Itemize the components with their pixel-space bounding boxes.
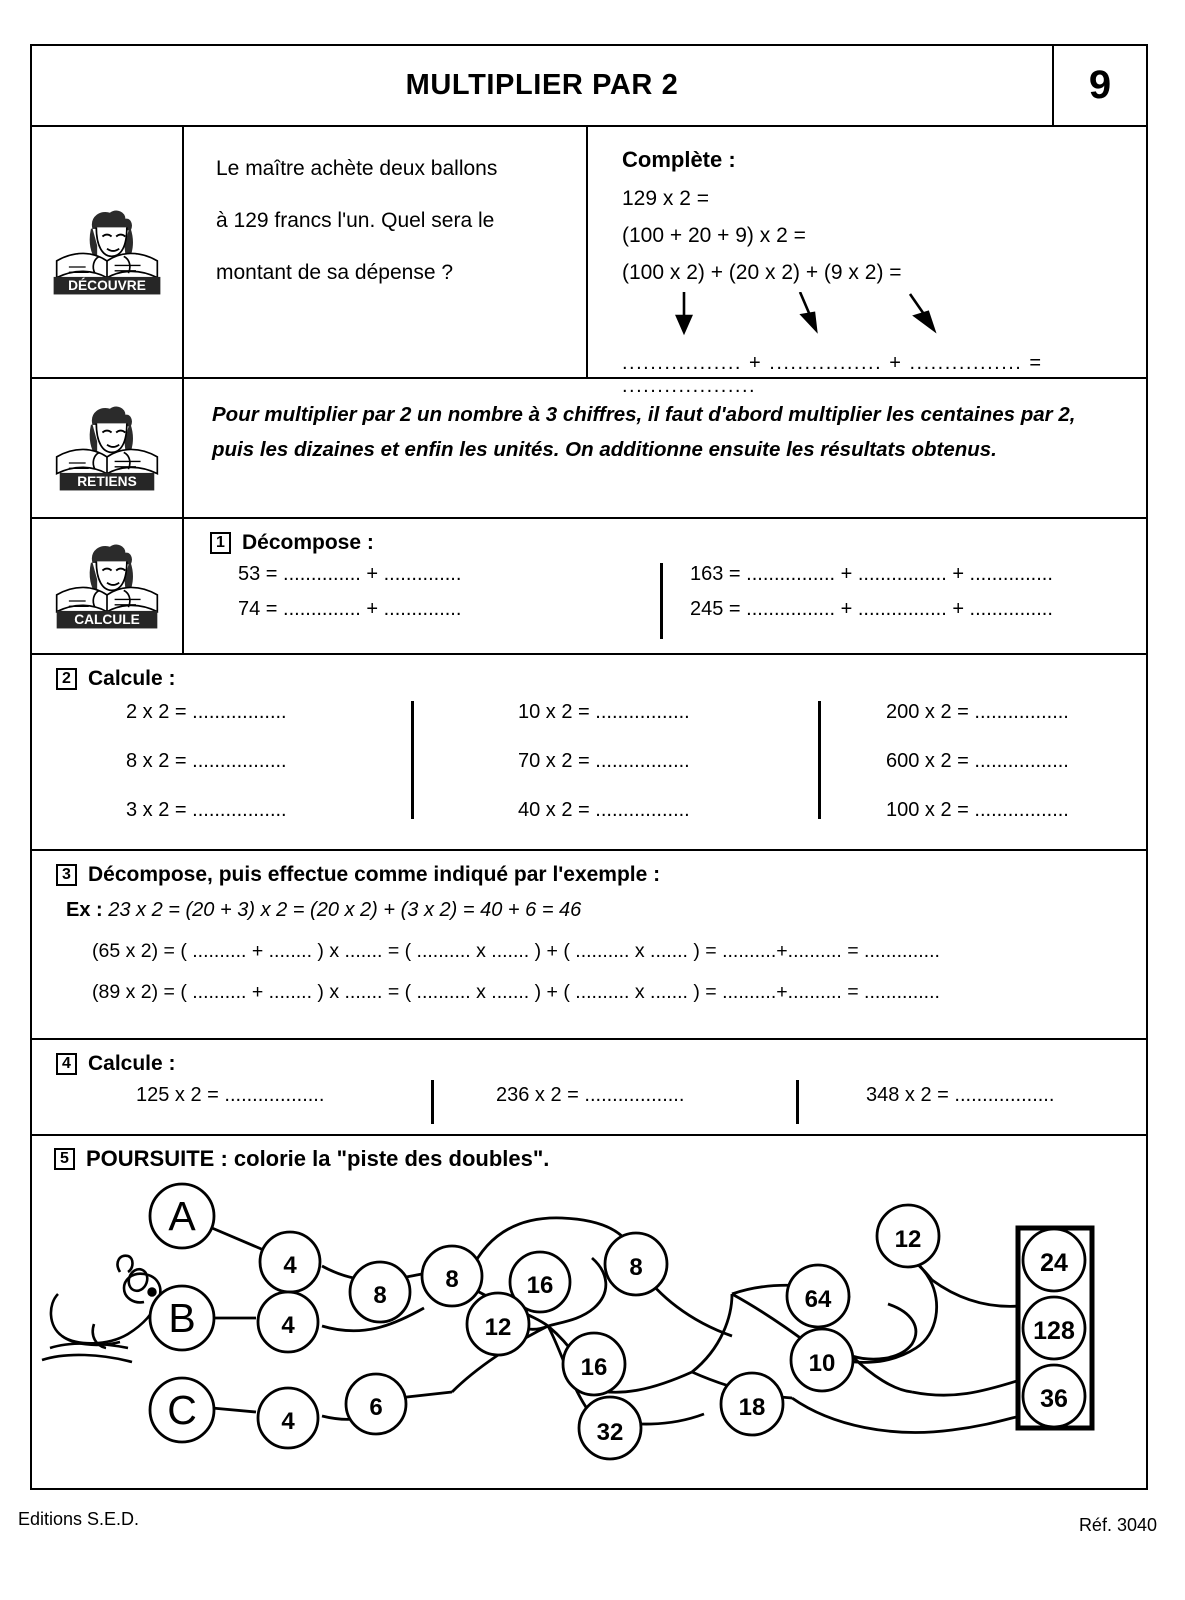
path-node-label: 16: [526, 1272, 554, 1299]
complete-line-1: 129 x 2 =: [622, 187, 709, 210]
path-node-label: 12: [894, 1226, 922, 1253]
three-arrows-icon: [622, 292, 1042, 338]
path-node-label: 18: [738, 1394, 766, 1421]
section-exercise-4: [32, 1038, 1146, 1134]
footer-reference: Réf. 3040: [1078, 1515, 1157, 1535]
footer-publisher: Editions S.E.D.: [18, 1509, 140, 1529]
column-divider: [660, 563, 663, 639]
exercise-4-column-1: [136, 1084, 324, 1133]
exercise-1-body: [182, 519, 1146, 653]
decouvre-banner-label: DÉCOUVRE: [68, 278, 146, 294]
exercise-2-row[interactable]: 200 x 2 = .................: [886, 701, 1069, 723]
exercise-1-right-column: [690, 563, 1140, 633]
exercise-1-header: [210, 531, 1146, 555]
path-node-label: 8: [373, 1282, 387, 1309]
maze-start-nodes: [150, 1184, 214, 1442]
exercise-4-header: [56, 1052, 1146, 1076]
path-node-label: 4: [281, 1312, 295, 1339]
exercise-3-row[interactable]: (65 x 2) = ( .......... + ........ ) x ....... = ( .......... x ....... ) + ( .......... x ....... ) = ..........+.......... = ..............: [92, 940, 940, 962]
exercise-3-title: Décompose, puis effectue comme indiqué par l'exemple :: [88, 863, 661, 886]
reading-person-icon: [46, 402, 168, 494]
section-exercise-2: [32, 653, 1146, 849]
exercise-5-title: POURSUITE : colorie la "piste des doubles".: [86, 1146, 550, 1171]
section-exercise-5: [32, 1134, 1146, 1490]
exercise-1-left-column: [238, 563, 568, 633]
calcule-banner-label: CALCULE: [74, 612, 140, 628]
problem-line-2: à 129 francs l'un. Quel sera le: [216, 209, 495, 233]
complete-line-3: (100 x 2) + (20 x 2) + (9 x 2) =: [622, 261, 902, 284]
path-node-label: 4: [283, 1252, 297, 1279]
column-divider: [818, 701, 821, 819]
exercise-4-column-2: [496, 1084, 684, 1133]
path-node-label: 64: [804, 1286, 832, 1313]
problem-line-1: Le maître achète deux ballons: [216, 157, 498, 180]
exercise-4-row[interactable]: 125 x 2 = ..................: [136, 1084, 325, 1106]
exercise-number-badge: 4: [56, 1053, 77, 1075]
column-divider: [411, 701, 414, 819]
complete-panel: [592, 127, 1146, 397]
retiens-icon-cell: [32, 379, 184, 517]
exercise-1-row[interactable]: 163 = ................ + ................ + ...............: [690, 563, 1053, 585]
section-exercise-3: [32, 849, 1146, 1038]
retiens-banner-label: RETIENS: [77, 474, 137, 490]
reading-person-icon: [46, 206, 168, 298]
section-exercise-1: [32, 517, 1146, 653]
path-node-label: 4: [281, 1408, 295, 1435]
exercise-1-title: Décompose :: [242, 531, 374, 554]
exercise-3-row[interactable]: (89 x 2) = ( .......... + ........ ) x ....... = ( .......... x ....... ) + ( .......... x ....... ) = ..........+.......... = ..............: [92, 981, 940, 1003]
page-title: MULTIPLIER PAR 2: [405, 69, 679, 101]
section-decouvre: [32, 125, 1146, 397]
problem-line-3: montant de sa dépense ?: [216, 261, 454, 285]
exercise-4-columns: [56, 1084, 1146, 1128]
exercise-2-row[interactable]: 8 x 2 = .................: [126, 750, 287, 772]
exercise-4-title: Calcule :: [88, 1052, 176, 1075]
complete-title: Complète :: [622, 147, 736, 172]
exercise-2-row[interactable]: 600 x 2 = .................: [886, 750, 1069, 772]
decouvre-problem: [182, 127, 588, 377]
goal-node-label: 24: [1040, 1249, 1068, 1277]
start-node-label: A: [168, 1193, 196, 1239]
exercise-number-badge: 3: [56, 864, 77, 886]
exercise-2-title: Calcule :: [88, 667, 176, 690]
doubles-path-maze[interactable]: [32, 1176, 1146, 1486]
path-node-label: 8: [445, 1266, 459, 1293]
section-retiens: [32, 377, 1146, 517]
exercise-2-header: [56, 667, 1146, 691]
maze-goal-box: [1018, 1228, 1092, 1428]
path-node-label: 12: [484, 1314, 512, 1341]
path-node-label: 10: [808, 1350, 836, 1377]
complete-answer-line[interactable]: ................. + ................ + ................ = ...................: [622, 352, 1043, 397]
complete-line-2: (100 + 20 + 9) x 2 =: [622, 224, 806, 247]
exercise-2-row[interactable]: 100 x 2 = .................: [886, 799, 1069, 821]
exercise-2-row[interactable]: 3 x 2 = .................: [126, 799, 287, 821]
exercise-1-row[interactable]: 74 = .............. + ..............: [238, 598, 462, 620]
exercise-3-header: [56, 863, 1146, 887]
path-node-label: 8: [629, 1254, 643, 1281]
decouvre-icon-cell: [32, 127, 184, 377]
exercise-number-badge: 1: [210, 532, 231, 554]
page-number: 9: [1052, 46, 1146, 125]
exercise-2-column-2: [518, 701, 690, 848]
exercise-2-columns: [56, 701, 1146, 841]
exercise-2-column-1: [126, 701, 287, 848]
column-divider: [796, 1080, 799, 1124]
exercise-2-row[interactable]: 40 x 2 = .................: [518, 799, 690, 821]
path-node-label: 32: [596, 1419, 624, 1446]
decomposition-arrows: [622, 298, 1134, 338]
exercise-2-row[interactable]: 2 x 2 = .................: [126, 701, 287, 723]
exercise-4-row[interactable]: 348 x 2 = ..................: [866, 1084, 1055, 1106]
retiens-body: [182, 379, 1146, 517]
reading-person-icon: [46, 540, 168, 632]
exercise-number-badge: 5: [54, 1148, 75, 1170]
start-node-label: B: [168, 1295, 196, 1341]
column-divider: [431, 1080, 434, 1124]
exercise-1-row[interactable]: 245 = ................ + ................ + ...............: [690, 598, 1053, 620]
exercise-4-row[interactable]: 236 x 2 = ..................: [496, 1084, 685, 1106]
example-text: 23 x 2 = (20 + 3) x 2 = (20 x 2) + (3 x 2) = 40 + 6 = 46: [108, 899, 582, 921]
exercise-1-row[interactable]: 53 = .............. + ..............: [238, 563, 462, 585]
path-node-label: 16: [580, 1354, 608, 1381]
exercise-2-row[interactable]: 10 x 2 = .................: [518, 701, 690, 723]
worksheet-header: [32, 46, 1146, 125]
retiens-text: Pour multiplier par 2 un nombre à 3 chiffres, il faut d'abord multiplier les centaines par 2, puis les dizaines et enfin les unités. On additionne ensuite les résultats obtenus.: [212, 403, 1076, 462]
start-node-label: C: [167, 1387, 197, 1433]
exercise-5-header: [54, 1146, 1146, 1172]
exercise-4-column-3: [866, 1084, 1054, 1133]
example-label: Ex :: [66, 899, 103, 921]
exercise-2-column-3: [886, 701, 1069, 848]
path-node-label: 6: [369, 1394, 383, 1421]
exercise-number-badge: 2: [56, 668, 77, 690]
exercise-2-row[interactable]: 70 x 2 = .................: [518, 750, 690, 772]
goal-node-label: 36: [1040, 1385, 1068, 1413]
exercise-3-example: [66, 899, 1146, 922]
goal-node-label: 128: [1033, 1317, 1075, 1345]
calcule-icon-cell: [32, 519, 184, 653]
